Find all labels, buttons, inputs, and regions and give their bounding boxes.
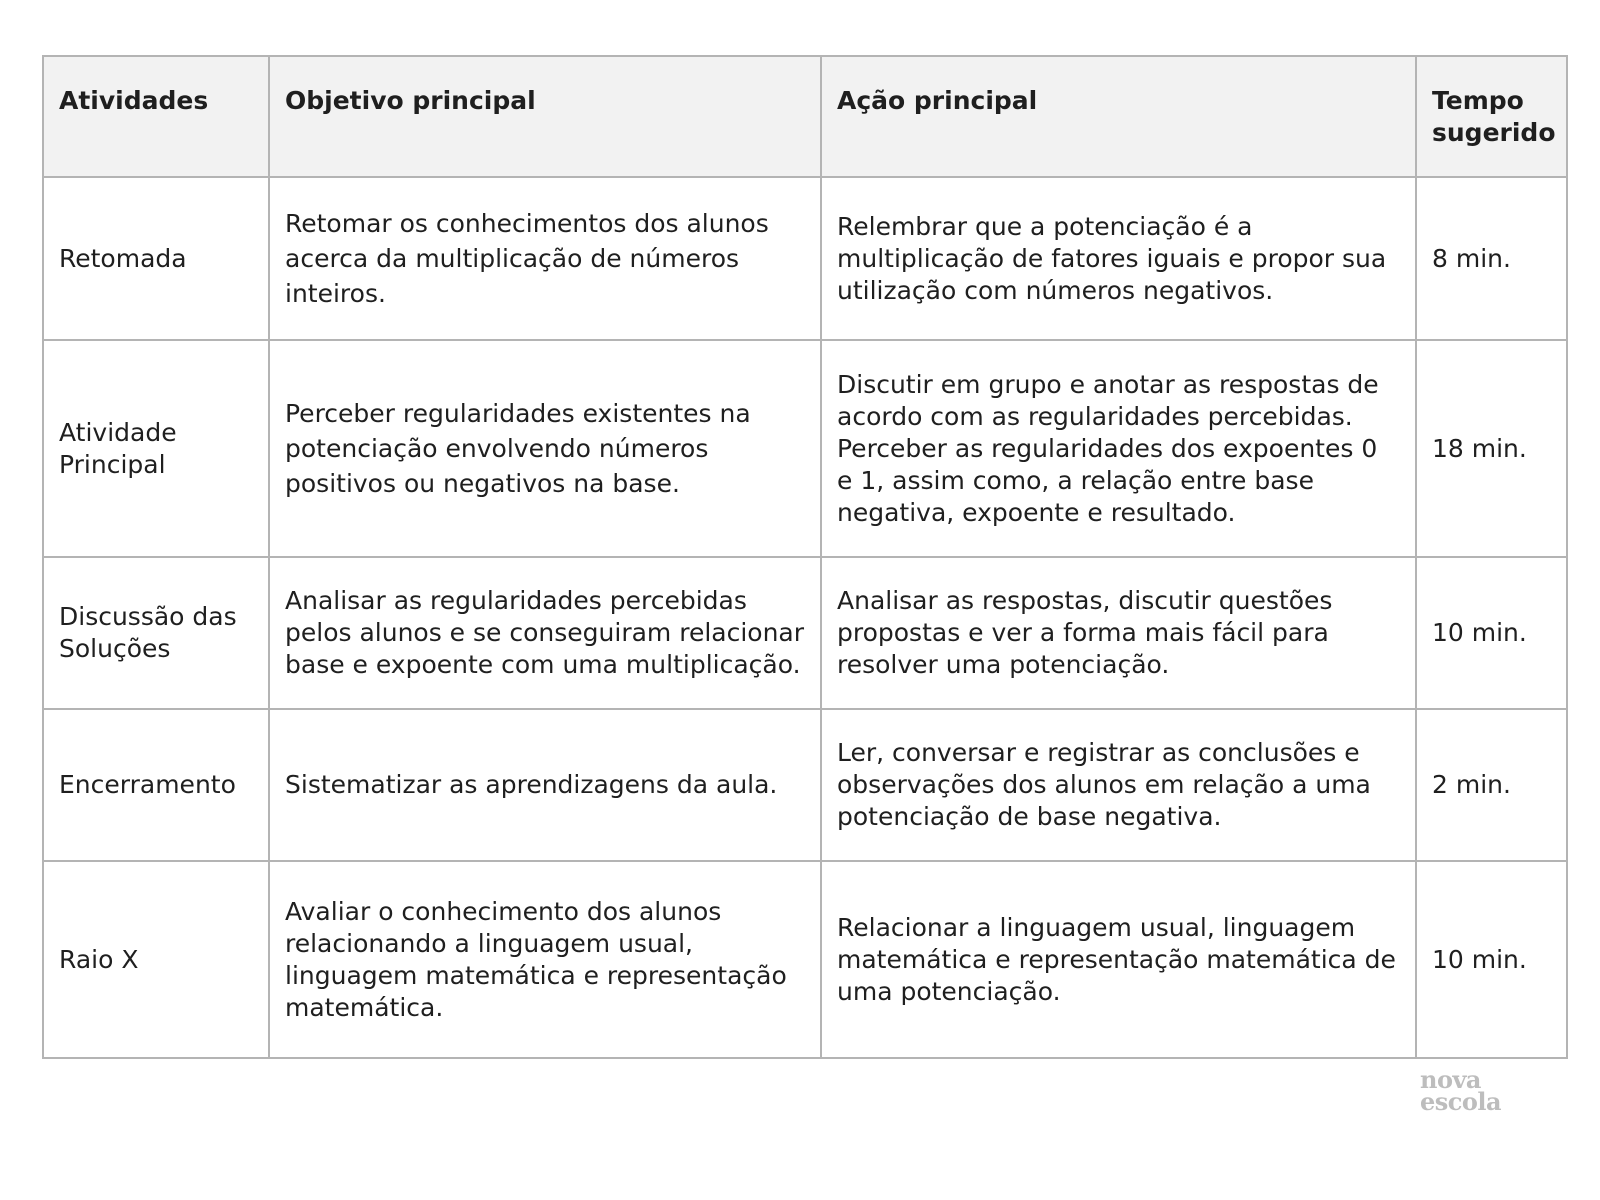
logo-line-escola: escola [1420, 1087, 1502, 1116]
cell-tempo: 18 min. [1416, 340, 1567, 557]
cell-atividade: Retomada [43, 177, 269, 340]
cell-acao: Relembrar que a potenciação é a multiplicação de fatores iguais e propor sua utilização com números negativos. [821, 177, 1416, 340]
table-row [43, 557, 1567, 709]
cell-atividade: Raio X [43, 861, 269, 1058]
cell-tempo: 10 min. [1416, 861, 1567, 1058]
table-header-row [43, 56, 1567, 177]
cell-atividade: Encerramento [43, 709, 269, 861]
lesson-plan-table [42, 55, 1568, 1059]
cell-tempo: 10 min. [1416, 557, 1567, 709]
table-row [43, 340, 1567, 557]
cell-atividade: Atividade Principal [43, 340, 269, 557]
logo-line-nova: nova [1420, 1065, 1481, 1094]
header-tempo-sugerido: Tempo sugerido [1416, 56, 1567, 177]
cell-acao: Ler, conversar e registrar as conclusões e observações dos alunos em relação a uma potenciação de base negativa. [821, 709, 1416, 861]
nova-escola-logo [1420, 1065, 1502, 1116]
cell-atividade: Discussão das Soluções [43, 557, 269, 709]
table-row [43, 709, 1567, 861]
cell-objetivo: Perceber regularidades existentes na potenciação envolvendo números positivos ou negativos na base. [269, 340, 821, 557]
cell-objetivo: Retomar os conhecimentos dos alunos acerca da multiplicação de números inteiros. [269, 177, 821, 340]
lesson-plan-sheet [42, 55, 1566, 1059]
cell-objetivo: Avaliar o conhecimento dos alunos relacionando a linguagem usual, linguagem matemática e representação matemática. [269, 861, 821, 1058]
table-row [43, 177, 1567, 340]
cell-acao: Relacionar a linguagem usual, linguagem matemática e representação matemática de uma potenciação. [821, 861, 1416, 1058]
cell-tempo: 8 min. [1416, 177, 1567, 340]
table-row [43, 861, 1567, 1058]
cell-tempo: 2 min. [1416, 709, 1567, 861]
header-atividades: Atividades [43, 56, 269, 177]
cell-acao: Discutir em grupo e anotar as respostas de acordo com as regularidades percebidas. Perceber as regularidades dos expoentes 0 e 1, assim como, a relação entre base negativa, expoente e resultado. [821, 340, 1416, 557]
cell-objetivo: Sistematizar as aprendizagens da aula. [269, 709, 821, 861]
cell-objetivo: Analisar as regularidades percebidas pelos alunos e se conseguiram relacionar base e expoente com uma multiplicação. [269, 557, 821, 709]
header-objetivo-principal: Objetivo principal [269, 56, 821, 177]
header-acao-principal: Ação principal [821, 56, 1416, 177]
cell-acao: Analisar as respostas, discutir questões propostas e ver a forma mais fácil para resolver uma potenciação. [821, 557, 1416, 709]
